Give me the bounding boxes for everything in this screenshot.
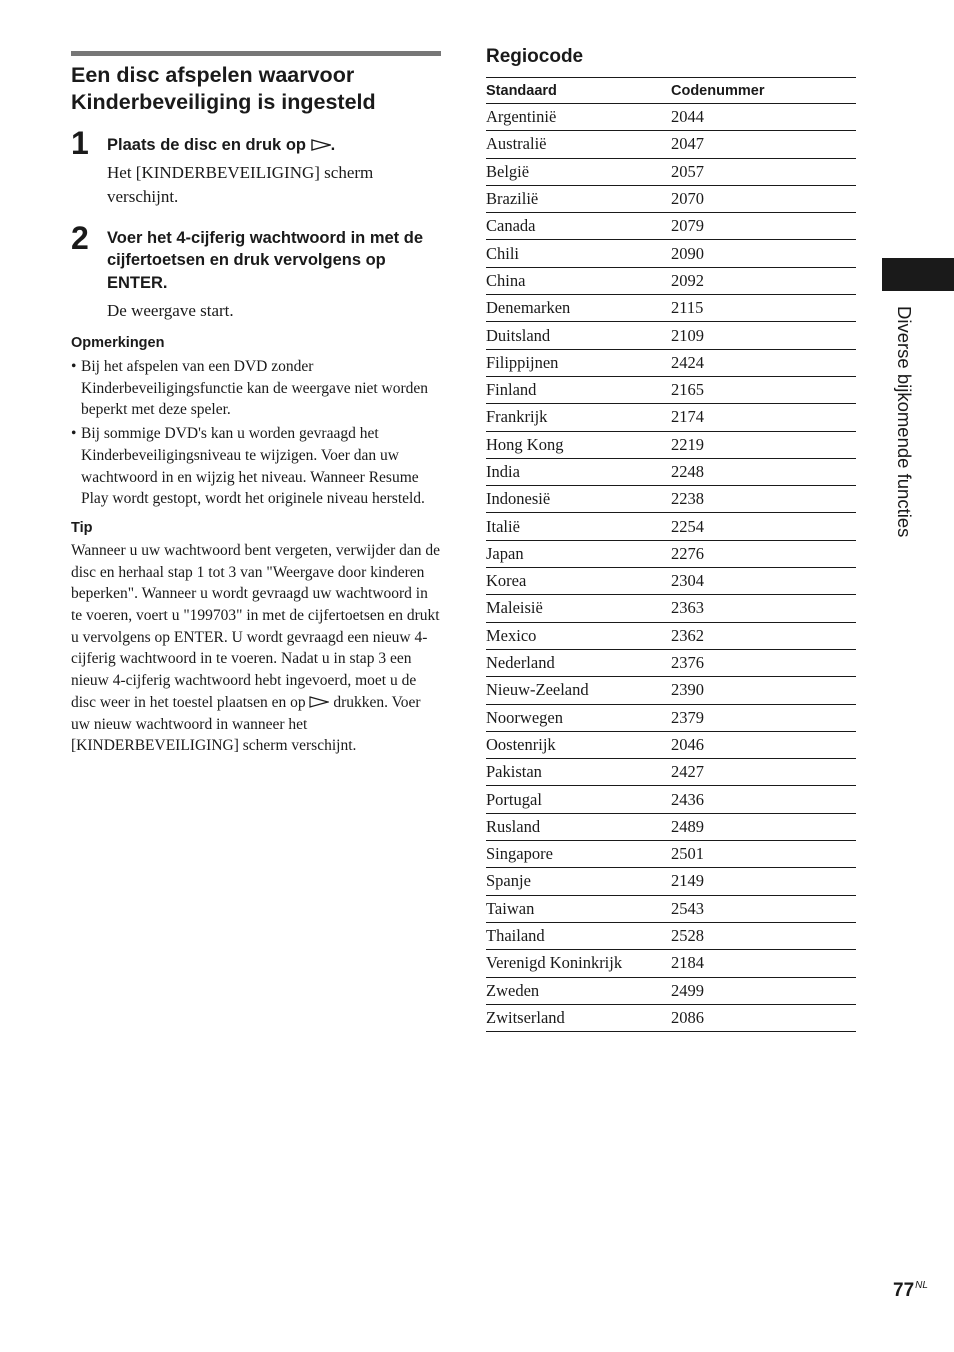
country-cell: Hong Kong [486, 431, 671, 458]
step-heading: Voer het 4-cijferig wachtwoord in met de cijfertoetsen en druk vervolgens op ENTER. [107, 228, 423, 292]
code-cell: 2092 [671, 267, 856, 294]
side-tab-marker [882, 258, 954, 291]
table-row [486, 568, 856, 595]
step-body: De weergave start. [107, 301, 234, 320]
tip-text [71, 540, 441, 757]
country-cell: Nederland [486, 649, 671, 676]
step-heading-period: . [330, 136, 336, 154]
country-cell: Argentinië [486, 104, 671, 131]
code-cell: 2362 [671, 622, 856, 649]
code-cell: 2528 [671, 922, 856, 949]
note-text: Bij sommige DVD's kan u worden gevraagd het Kinderbeveiligingsniveau te wijzigen. Voer dan uw wachtwoord in en wijzig het niveau. Wanneer Resume Play wordt gestopt, wordt het originele niveau hersteld. [81, 425, 425, 508]
bullet: • [71, 358, 77, 375]
country-cell: Indonesië [486, 486, 671, 513]
country-cell: Australië [486, 131, 671, 158]
code-cell: 2219 [671, 431, 856, 458]
table-row [486, 841, 856, 868]
table-row [486, 349, 856, 376]
code-cell: 2427 [671, 759, 856, 786]
code-cell: 2070 [671, 185, 856, 212]
section-title: Een disc afspelen waarvoor Kinderbeveiliging is ingesteld [71, 63, 376, 114]
code-cell: 2184 [671, 950, 856, 977]
table-row [486, 376, 856, 403]
country-cell: Taiwan [486, 895, 671, 922]
notes-list [71, 356, 441, 510]
code-cell: 2109 [671, 322, 856, 349]
step-body: Het [KINDERBEVEILIGING] scherm verschijnt. [107, 162, 374, 206]
column-header-code: Codenummer [671, 78, 856, 104]
table-row [486, 622, 856, 649]
country-cell: Singapore [486, 841, 671, 868]
region-table-body [486, 104, 856, 1032]
code-cell: 2044 [671, 104, 856, 131]
column-header-standard: Standaard [486, 78, 671, 104]
country-cell: Mexico [486, 622, 671, 649]
table-row [486, 759, 856, 786]
page-number [893, 1280, 928, 1302]
code-cell: 2379 [671, 704, 856, 731]
code-cell: 2254 [671, 513, 856, 540]
country-cell: Oostenrijk [486, 731, 671, 758]
code-cell: 2424 [671, 349, 856, 376]
code-cell: 2248 [671, 458, 856, 485]
code-cell: 2057 [671, 158, 856, 185]
code-cell: 2238 [671, 486, 856, 513]
list-item [71, 423, 441, 510]
table-row [486, 649, 856, 676]
table-row [486, 595, 856, 622]
code-cell: 2489 [671, 813, 856, 840]
table-header-row [486, 78, 856, 104]
bullet: • [71, 425, 77, 443]
code-cell: 2174 [671, 404, 856, 431]
code-cell: 2090 [671, 240, 856, 267]
country-cell: Rusland [486, 813, 671, 840]
country-cell: Japan [486, 540, 671, 567]
region-table [486, 77, 856, 1032]
country-cell: Nieuw-Zeeland [486, 677, 671, 704]
country-cell: België [486, 158, 671, 185]
play-triangle-icon [311, 139, 331, 151]
table-row [486, 158, 856, 185]
table-row [486, 458, 856, 485]
table-row [486, 431, 856, 458]
table-row [486, 677, 856, 704]
tip-text-part: Wanneer u uw wachtwoord bent vergeten, verwijder dan de disc en herhaal stap 1 tot 3 van "Weergave door kinderen beperken". Wanneer u wordt gevraagd uw wachtwoord in te voeren, voert u "199703" in met de cijfertoetsen en drukt u vervolgens op ENTER. U wordt gevraagd een nieuw 4-cijferig wachtwoord in te voeren. Nadat u in stap 3 een nieuw 4-cijferig wachtwoord hebt ingevoerd, moet u de disc weer in het toestel plaatsen en op [71, 541, 441, 711]
country-cell: India [486, 458, 671, 485]
code-cell: 2501 [671, 841, 856, 868]
code-cell: 2390 [671, 677, 856, 704]
country-cell: Zweden [486, 977, 671, 1004]
table-row [486, 704, 856, 731]
code-cell: 2436 [671, 786, 856, 813]
table-row [486, 185, 856, 212]
country-cell: Frankrijk [486, 404, 671, 431]
right-column [486, 44, 856, 1032]
code-cell: 2047 [671, 131, 856, 158]
table-row [486, 950, 856, 977]
code-cell: 2149 [671, 868, 856, 895]
side-tab-label: Diverse bijkomende functies [894, 306, 915, 538]
table-row [486, 295, 856, 322]
table-row [486, 240, 856, 267]
country-cell: Noorwegen [486, 704, 671, 731]
country-cell: Spanje [486, 868, 671, 895]
country-cell: Filippijnen [486, 349, 671, 376]
section-title-rule [71, 51, 441, 56]
country-cell: Denemarken [486, 295, 671, 322]
country-cell: China [486, 267, 671, 294]
country-cell: Verenigd Koninkrijk [486, 950, 671, 977]
table-row [486, 868, 856, 895]
country-cell: Brazilië [486, 185, 671, 212]
code-cell: 2165 [671, 376, 856, 403]
table-row [486, 813, 856, 840]
country-cell: Duitsland [486, 322, 671, 349]
table-row [486, 322, 856, 349]
table-row [486, 786, 856, 813]
country-cell: Thailand [486, 922, 671, 949]
country-cell: Korea [486, 568, 671, 595]
table-row [486, 513, 856, 540]
tip-heading: Tip [71, 519, 93, 536]
page-number-value: 77 [893, 1280, 915, 1301]
country-cell: Chili [486, 240, 671, 267]
table-row [486, 895, 856, 922]
code-cell: 2276 [671, 540, 856, 567]
step-number: 1 [71, 125, 89, 161]
table-row [486, 404, 856, 431]
code-cell: 2363 [671, 595, 856, 622]
list-item [71, 356, 441, 421]
table-row [486, 104, 856, 131]
code-cell: 2086 [671, 1004, 856, 1031]
code-cell: 2499 [671, 977, 856, 1004]
step-number: 2 [71, 219, 89, 256]
code-cell: 2304 [671, 568, 856, 595]
country-cell: Finland [486, 376, 671, 403]
step-heading [107, 130, 441, 157]
table-row [486, 1004, 856, 1031]
table-row [486, 922, 856, 949]
table-row [486, 486, 856, 513]
table-row [486, 213, 856, 240]
country-cell: Zwitserland [486, 1004, 671, 1031]
page-language-suffix: NL [915, 1280, 928, 1291]
code-cell: 2046 [671, 731, 856, 758]
notes-heading: Opmerkingen [71, 335, 165, 351]
step-heading-text: Plaats de disc en druk op [107, 136, 306, 154]
note-text: Bij het afspelen van een DVD zonder Kinderbeveiligingsfunctie kan de weergave niet worden beperkt met deze speler. [81, 358, 429, 419]
table-row [486, 540, 856, 567]
play-triangle-icon [309, 696, 329, 708]
table-row [486, 977, 856, 1004]
table-row [486, 731, 856, 758]
step-1 [71, 125, 441, 209]
table-row [486, 267, 856, 294]
step-2 [71, 219, 441, 324]
country-cell: Canada [486, 213, 671, 240]
code-cell: 2115 [671, 295, 856, 322]
left-column [71, 51, 441, 757]
region-title: Regiocode [486, 46, 584, 67]
country-cell: Italië [486, 513, 671, 540]
code-cell: 2376 [671, 649, 856, 676]
country-cell: Pakistan [486, 759, 671, 786]
table-row [486, 131, 856, 158]
country-cell: Maleisië [486, 595, 671, 622]
code-cell: 2543 [671, 895, 856, 922]
tip-text-part: drukken. Voer uw nieuw wachtwoord in wanneer het [KINDERBEVEILIGING] scherm verschijnt. [71, 693, 421, 755]
code-cell: 2079 [671, 213, 856, 240]
country-cell: Portugal [486, 786, 671, 813]
